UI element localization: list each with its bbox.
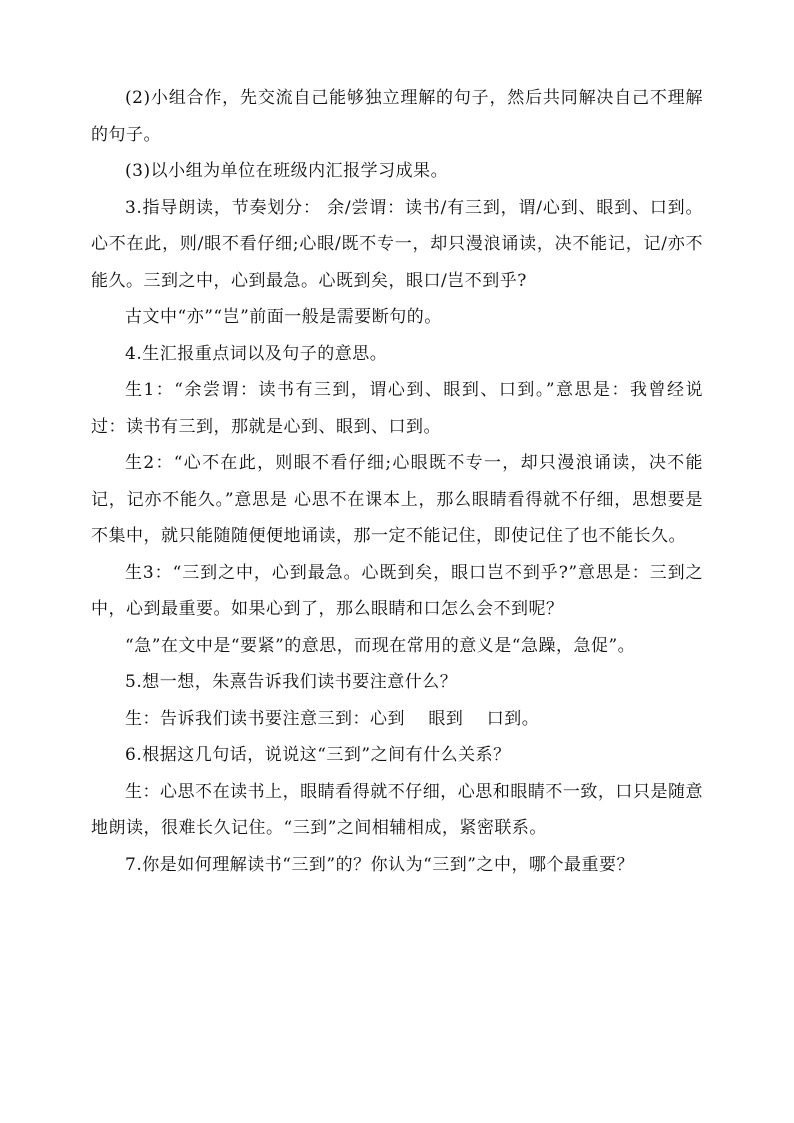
paragraph-student-1: 生1：“余尝谓：读书有三到，谓心到、眼到、口到。”意思是：我曾经说过：读书有三到，那就是心到、眼到、口到。 (91, 380, 703, 437)
document-body (91, 80, 703, 883)
paragraph-group-report: (3)以小组为单位在班级内汇报学习成果。 (125, 161, 449, 181)
paragraph-student-3: 生3：“三到之中，心到最急。心既到矣，眼口岂不到乎?”意思是：三到之中，心到最重要。如果心到了，那么眼睛和口怎么会不到呢？ (91, 562, 703, 619)
paragraph-sentence-break-note: 古文中“亦”“岂”前面一般是需要断句的。 (125, 307, 442, 327)
paragraph-reading-rhythm: 3.指导朗读，节奏划分： 余/尝谓：读书/有三到，谓/心到、眼到、口到。心不在此，则/眼不看仔细;心眼/既不专一，却只漫浪诵读，决不能记，记/亦不能久。三到之中，心到最急。心既到矣，眼口/岂不到乎? (91, 197, 703, 291)
paragraph-student-2: 生2：“心不在此，则眼不看仔细;心眼既不专一，却只漫浪诵读，决不能记，记亦不能久。”意思是 心思不在课本上，那么眼睛看得就不仔细，思想要是不集中，就只能随随便便地诵读，那一定不能记住，即使记住了也不能长久。 (91, 453, 703, 546)
paragraph-student-answer-1: 生：告诉我们读书要注意三到：心到 眼到 口到。 (125, 708, 540, 729)
paragraph-step-4: 4.生汇报重点词以及句子的意思。 (125, 343, 388, 364)
paragraph-step-7: 7.你是如何理解读书“三到”的？你认为“三到”之中，哪个最重要？ (125, 854, 634, 875)
paragraph-ji-meaning: “急”在文中是“要紧”的意思，而现在常用的意义是“急躁，急促”。 (125, 635, 636, 656)
paragraph-step-6: 6.根据这几句话，说说这“三到”之间有什么关系？ (125, 745, 511, 765)
paragraph-step-5: 5.想一想，朱熹告诉我们读书要注意什么？ (125, 672, 458, 692)
paragraph-student-answer-2: 生：心思不在读书上，眼睛看得就不仔细，心思和眼睛不一致，口只是随意地朗读，很难长久记住。“三到”之间相辅相成，紧密联系。 (91, 781, 703, 838)
paragraph-group-discussion: (2)小组合作，先交流自己能够独立理解的句子，然后共同解决自己不理解的句子。 (91, 88, 703, 145)
